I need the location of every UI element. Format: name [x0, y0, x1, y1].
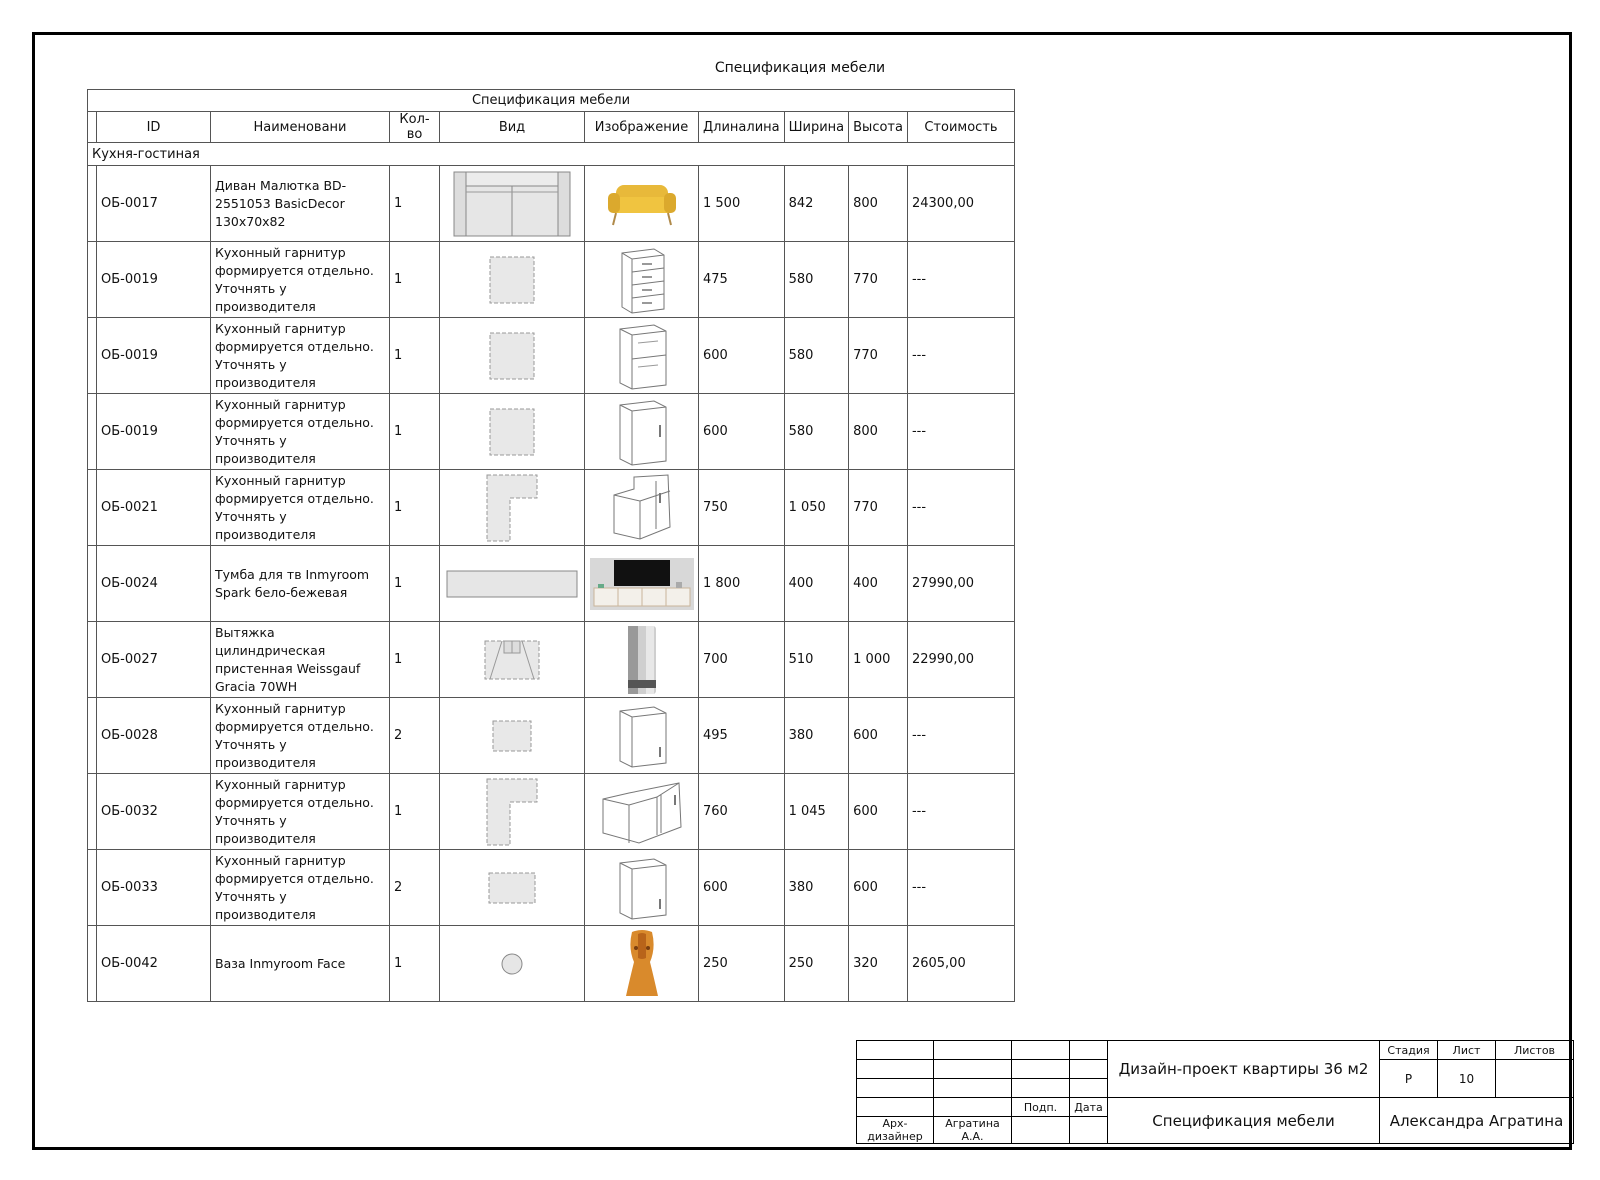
row-pad	[88, 166, 97, 242]
person-name: Агратина А.А.	[934, 1117, 1012, 1144]
cell-view	[440, 774, 585, 850]
cell-image	[585, 622, 699, 698]
cell-qty: 1	[390, 926, 440, 1002]
cell-qty: 1	[390, 774, 440, 850]
cell-qty: 1	[390, 394, 440, 470]
sofa-plan-icon	[440, 171, 584, 237]
cell-length: 475	[699, 242, 785, 318]
row-pad	[88, 318, 97, 394]
table-row	[88, 774, 1015, 850]
cell-height: 770	[849, 470, 908, 546]
cabinet-plan-icon	[440, 406, 584, 458]
table-row	[88, 850, 1015, 926]
yellow-sofa-icon	[585, 179, 698, 229]
cell-cost: ---	[907, 698, 1014, 774]
column-header: Вид	[440, 112, 585, 143]
tb-cell	[857, 1098, 934, 1117]
cell-view	[440, 242, 585, 318]
cell-length: 700	[699, 622, 785, 698]
cell-id: ОБ-0019	[97, 394, 211, 470]
cell-view	[440, 622, 585, 698]
cell-height: 600	[849, 850, 908, 926]
cell-qty: 2	[390, 850, 440, 926]
cell-length: 600	[699, 394, 785, 470]
cell-length: 495	[699, 698, 785, 774]
cell-cost: ---	[907, 470, 1014, 546]
cell-image	[585, 242, 699, 318]
cell-view	[440, 166, 585, 242]
cell-id: ОБ-0042	[97, 926, 211, 1002]
small-cabinet-plan-icon	[440, 718, 584, 754]
cell-id: ОБ-0027	[97, 622, 211, 698]
table-row	[88, 546, 1015, 622]
tb-cell	[1070, 1079, 1108, 1098]
cell-image	[585, 774, 699, 850]
cell-name: Кухонный гарнитур формируется отдельно. Уточнять у производителя	[211, 318, 390, 394]
cell-length: 1 500	[699, 166, 785, 242]
circle-plan-icon	[440, 951, 584, 977]
sheets-value	[1496, 1060, 1574, 1098]
cell-image	[585, 318, 699, 394]
cell-image	[585, 698, 699, 774]
cell-height: 800	[849, 166, 908, 242]
cell-height: 400	[849, 546, 908, 622]
project-name: Дизайн-проект квартиры 36 м2	[1108, 1041, 1380, 1098]
cell-name: Кухонный гарнитур формируется отдельно. Уточнять у производителя	[211, 470, 390, 546]
cell-id: ОБ-0033	[97, 850, 211, 926]
cell-view	[440, 850, 585, 926]
row-pad	[88, 546, 97, 622]
cell-name: Кухонный гарнитур формируется отдельно. Уточнять у производителя	[211, 774, 390, 850]
tb-cell	[934, 1041, 1012, 1060]
wall-cabinet-icon	[585, 703, 698, 769]
wide-cabinet-plan-icon	[440, 870, 584, 906]
cell-width: 580	[784, 394, 849, 470]
tb-cell	[934, 1098, 1012, 1117]
cell-qty: 1	[390, 470, 440, 546]
title-block	[856, 1040, 1574, 1144]
row-pad	[88, 926, 97, 1002]
cell-cost: 22990,00	[907, 622, 1014, 698]
column-header: ID	[97, 112, 211, 143]
cell-width: 510	[784, 622, 849, 698]
cell-image	[585, 394, 699, 470]
drawer-cabinet-icon	[585, 245, 698, 315]
row-pad	[88, 698, 97, 774]
stage-value: Р	[1380, 1060, 1438, 1098]
tb-cell	[1012, 1079, 1070, 1098]
tb-cell	[1012, 1060, 1070, 1079]
cell-cost: ---	[907, 318, 1014, 394]
stage-label: Стадия	[1380, 1041, 1438, 1060]
corner-wall-cabinet-icon	[585, 777, 698, 847]
cell-cost: 27990,00	[907, 546, 1014, 622]
cell-name: Тумба для тв Inmyroom Spark бело-бежевая	[211, 546, 390, 622]
furniture-spec-table	[87, 89, 1015, 1002]
cell-cost: ---	[907, 774, 1014, 850]
tb-cell	[857, 1041, 934, 1060]
cell-width: 400	[784, 546, 849, 622]
tb-cell	[857, 1060, 934, 1079]
cell-height: 800	[849, 394, 908, 470]
face-vase-icon	[585, 928, 698, 1000]
cell-cost: 2605,00	[907, 926, 1014, 1002]
cell-id: ОБ-0021	[97, 470, 211, 546]
cell-view	[440, 394, 585, 470]
row-pad	[88, 470, 97, 546]
tb-cell	[1070, 1041, 1108, 1060]
table-row	[88, 470, 1015, 546]
cell-name: Кухонный гарнитур формируется отдельно. Уточнять у производителя	[211, 394, 390, 470]
cell-view	[440, 926, 585, 1002]
cell-cost: ---	[907, 394, 1014, 470]
cell-qty: 1	[390, 242, 440, 318]
row-pad	[88, 850, 97, 926]
cabinet-plan-icon	[440, 254, 584, 306]
header-pad	[88, 112, 97, 143]
cell-id: ОБ-0019	[97, 318, 211, 394]
cell-width: 250	[784, 926, 849, 1002]
cell-image	[585, 166, 699, 242]
cell-qty: 1	[390, 622, 440, 698]
cell-image	[585, 926, 699, 1002]
cell-length: 600	[699, 318, 785, 394]
cell-cost: 24300,00	[907, 166, 1014, 242]
cell-id: ОБ-0028	[97, 698, 211, 774]
corner-plan-icon	[440, 776, 584, 848]
hood-icon	[585, 624, 698, 696]
cell-length: 760	[699, 774, 785, 850]
cell-name: Диван Малютка BD-2551053 BasicDecor 130x70x82	[211, 166, 390, 242]
column-header: Изображение	[585, 112, 699, 143]
cell-view	[440, 470, 585, 546]
column-header: Кол-во	[390, 112, 440, 143]
cell-id: ОБ-0032	[97, 774, 211, 850]
cell-height: 600	[849, 774, 908, 850]
cell-qty: 2	[390, 698, 440, 774]
cell-view	[440, 546, 585, 622]
sign-label: Подп.	[1012, 1098, 1070, 1117]
group-label: Кухня-гостиная	[88, 143, 1015, 166]
group-row	[88, 143, 1015, 166]
cell-length: 600	[699, 850, 785, 926]
cell-name: Ваза Inmyroom Face	[211, 926, 390, 1002]
cell-width: 1 045	[784, 774, 849, 850]
cell-cost: ---	[907, 850, 1014, 926]
column-header: Длиналина	[699, 112, 785, 143]
cell-height: 600	[849, 698, 908, 774]
cell-height: 770	[849, 242, 908, 318]
table-row	[88, 698, 1015, 774]
column-header: Наименовани	[211, 112, 390, 143]
cell-view	[440, 318, 585, 394]
cell-length: 750	[699, 470, 785, 546]
cell-qty: 1	[390, 546, 440, 622]
corner-plan-icon	[440, 472, 584, 544]
table-row	[88, 242, 1015, 318]
cell-width: 580	[784, 318, 849, 394]
tb-cell	[1012, 1117, 1070, 1144]
tb-cell	[1012, 1041, 1070, 1060]
tb-cell	[934, 1060, 1012, 1079]
table-row	[88, 622, 1015, 698]
table-row	[88, 166, 1015, 242]
wall-cabinet-icon	[585, 855, 698, 921]
cell-qty: 1	[390, 166, 440, 242]
cell-width: 580	[784, 242, 849, 318]
row-pad	[88, 394, 97, 470]
tb-cell	[1070, 1117, 1108, 1144]
column-header: Высота	[849, 112, 908, 143]
row-pad	[88, 622, 97, 698]
cell-image	[585, 850, 699, 926]
cell-name: Вытяжка цилиндрическая пристенная Weissgauf Gracia 70WH	[211, 622, 390, 698]
column-header: Стоимость	[907, 112, 1014, 143]
cell-name: Кухонный гарнитур формируется отдельно. Уточнять у производителя	[211, 698, 390, 774]
cell-width: 842	[784, 166, 849, 242]
cell-qty: 1	[390, 318, 440, 394]
row-pad	[88, 242, 97, 318]
cell-width: 380	[784, 850, 849, 926]
cell-height: 320	[849, 926, 908, 1002]
row-pad	[88, 774, 97, 850]
cell-width: 380	[784, 698, 849, 774]
cell-view	[440, 698, 585, 774]
door-cabinet-icon	[585, 397, 698, 467]
cell-height: 1 000	[849, 622, 908, 698]
table-caption: Спецификация мебели	[88, 90, 1015, 112]
cell-name: Кухонный гарнитур формируется отдельно. Уточнять у производителя	[211, 850, 390, 926]
header-row	[88, 112, 1015, 143]
tb-cell	[857, 1079, 934, 1098]
cell-length: 1 800	[699, 546, 785, 622]
date-label: Дата	[1070, 1098, 1108, 1117]
cell-image	[585, 546, 699, 622]
document-title: Спецификация мебели	[714, 60, 886, 76]
column-header: Ширина	[784, 112, 849, 143]
cell-id: ОБ-0024	[97, 546, 211, 622]
corner-cabinet-icon	[585, 473, 698, 543]
cell-id: ОБ-0019	[97, 242, 211, 318]
tv-stand-icon	[585, 558, 698, 610]
hood-plan-icon	[440, 638, 584, 682]
tb-cell	[934, 1079, 1012, 1098]
sheets-label: Листов	[1496, 1041, 1574, 1060]
table-row	[88, 926, 1015, 1002]
two-drawer-cabinet-icon	[585, 321, 698, 391]
cell-image	[585, 470, 699, 546]
sheet-title: Спецификация мебели	[1108, 1098, 1380, 1144]
sheet-label: Лист	[1438, 1041, 1496, 1060]
author-name: Александра Агратина	[1380, 1098, 1574, 1144]
table-row	[88, 394, 1015, 470]
cell-cost: ---	[907, 242, 1014, 318]
cell-length: 250	[699, 926, 785, 1002]
table-row	[88, 318, 1015, 394]
sheet-value: 10	[1438, 1060, 1496, 1098]
cell-width: 1 050	[784, 470, 849, 546]
tb-cell	[1070, 1060, 1108, 1079]
role-label: Арх-дизайнер	[857, 1117, 934, 1144]
cabinet-plan-icon	[440, 330, 584, 382]
cell-height: 770	[849, 318, 908, 394]
tv-stand-plan-icon	[440, 567, 584, 601]
cell-id: ОБ-0017	[97, 166, 211, 242]
cell-name: Кухонный гарнитур формируется отдельно. Уточнять у производителя	[211, 242, 390, 318]
